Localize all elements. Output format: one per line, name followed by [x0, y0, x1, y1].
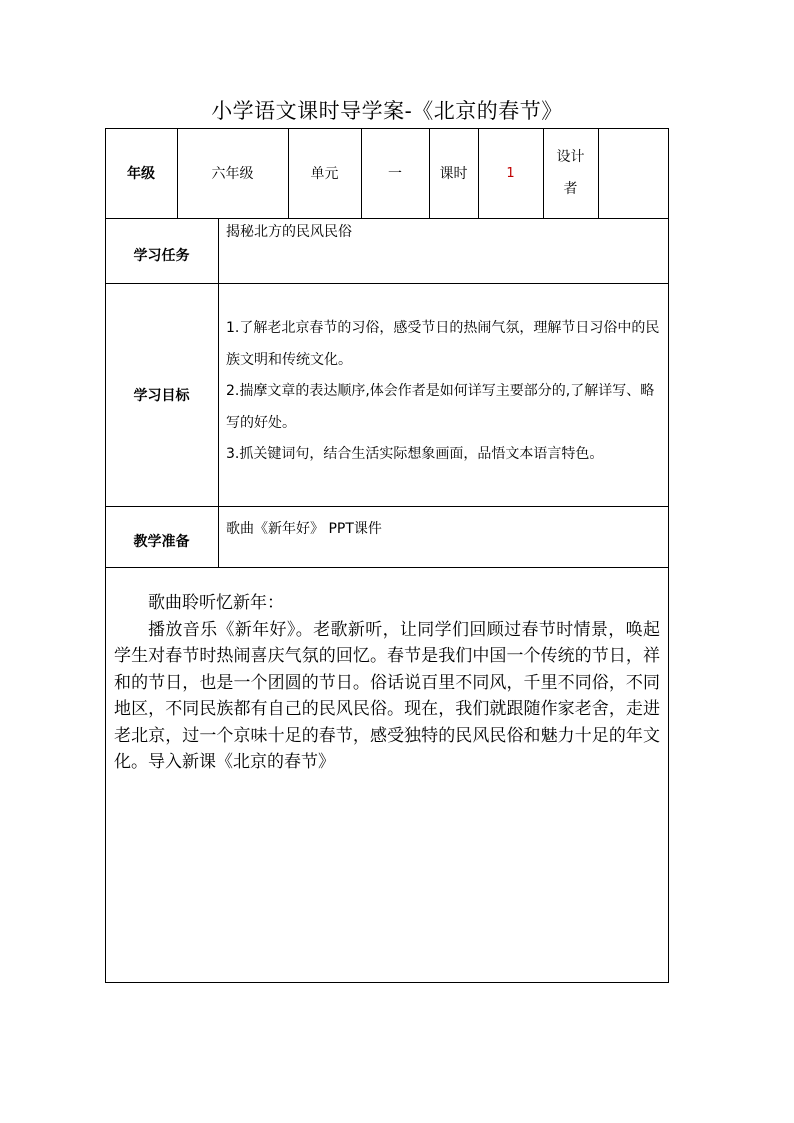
goal-item: 3.抓关键词句，结合生活实际想象画面，品悟文本语言特色。 — [226, 446, 604, 462]
grade-value: 六年级 — [211, 166, 254, 182]
lesson-label: 课时 — [439, 166, 468, 182]
designer-value — [598, 128, 668, 218]
designer-label-line2: 者 — [563, 181, 578, 197]
grade-label: 年级 — [127, 166, 155, 182]
designer-label — [543, 128, 598, 218]
goal-item: 2.揣摩文章的表达顺序,体会作者是如何详写主要部分的,了解详写、略写的好处。 — [226, 383, 655, 431]
prep-label: 教学准备 — [133, 533, 190, 550]
document-title: 小学语文课时导学案-《北京的春节》 — [211, 99, 563, 123]
body-paragraph: 播放音乐《新年好》。老歌新听，让同学们回顾过春节时情景，唤起学生对春节时热闹喜庆气氛的回忆。春节是我们中国一个传统的节日，祥和的节日，也是一个团圆的节日。俗话说百里不同风，千里不同俗，不同地区，不同民族都有自己的民风民俗。现在，我们就跟随作家老舍，走进老北京，过一个京味十足的春节，感受独特的民风民俗和魅力十足的年文化。导入新课《北京的春节》 — [114, 619, 660, 772]
task-label: 学习任务 — [133, 247, 190, 264]
lesson-value: 1 — [506, 165, 515, 181]
goals-list — [226, 313, 664, 471]
goals-label: 学习目标 — [133, 387, 190, 404]
unit-label: 单元 — [310, 166, 339, 182]
goal-item: 1.了解老北京春节的习俗，感受节日的热闹气氛，理解节日习俗中的民族文明和传统文化。 — [226, 320, 660, 368]
unit-value: 一 — [388, 166, 402, 182]
body-heading: 歌曲聆听忆新年： — [148, 593, 284, 613]
prep-value: 歌曲《新年好》 PPT课件 — [226, 521, 382, 537]
designer-label-line1: 设计 — [556, 149, 585, 165]
lesson-body — [114, 590, 660, 776]
task-value: 揭秘北方的民风民俗 — [226, 224, 352, 240]
